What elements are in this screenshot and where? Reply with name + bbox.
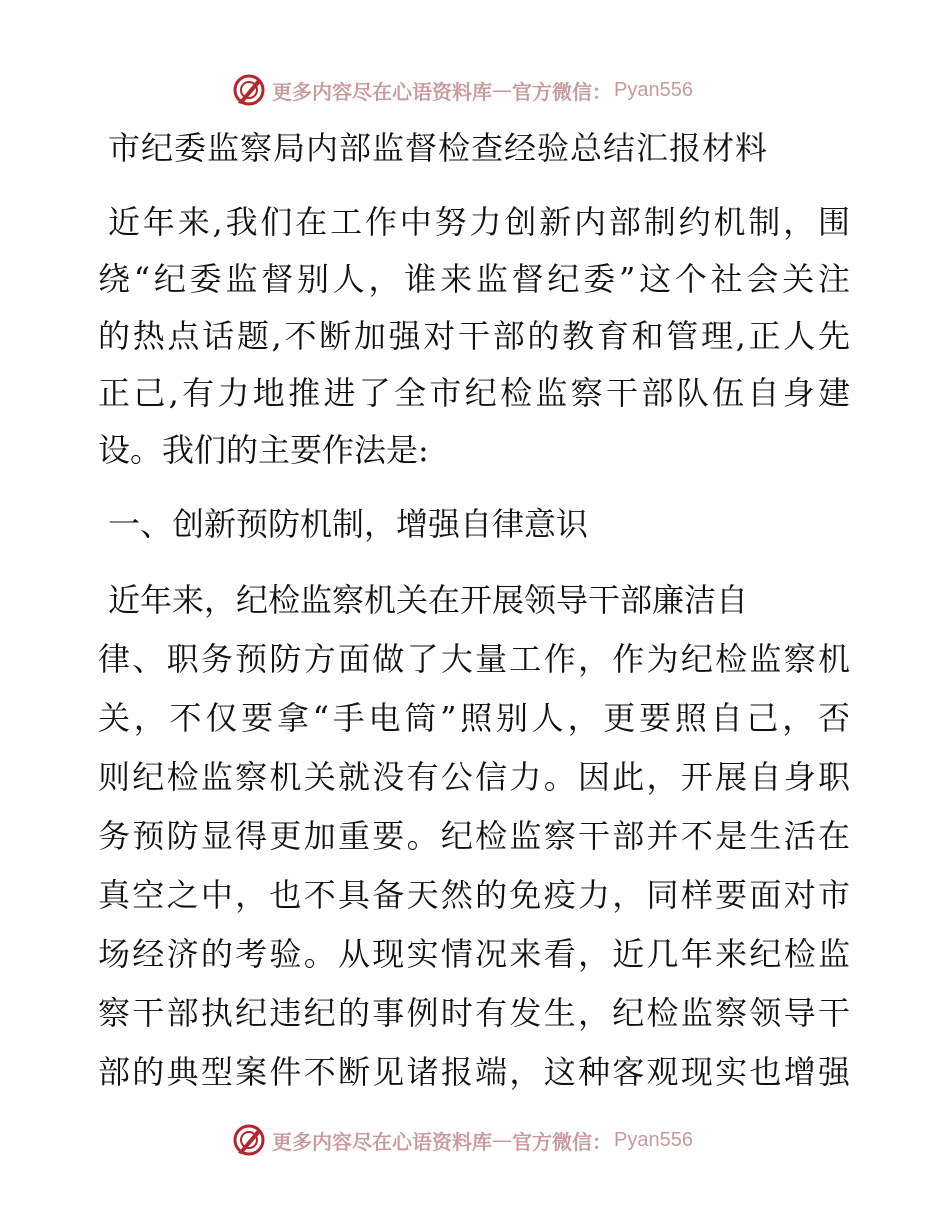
paragraph2-line-5: 务预防显得更加重要。纪检监察干部并不是生活在 <box>98 817 850 855</box>
banner-wechat-label: 官方微信： <box>512 1129 612 1154</box>
paragraph2-line-8: 察干部执纪违纪的事例时有发生，纪检监察领导干 <box>98 994 850 1032</box>
paragraph2-line-7: 场经济的考验。从现实情况来看，近几年来纪检监 <box>98 935 850 973</box>
paragraph2-line-2: 律、职务预防方面做了大量工作，作为纪检监察机 <box>98 640 850 678</box>
document-title: 市纪委监察局内部监督检查经验总结汇报材料 <box>108 129 769 167</box>
banner-wechat-account: Pyan556 <box>614 1128 693 1151</box>
section-heading-1: 一、创新预防机制，增强自律意识 <box>108 505 589 543</box>
banner-wechat-account: Pyan556 <box>614 78 693 101</box>
paragraph2-line-9: 部的典型案件不断见诸报端，这种客观现实也增强 <box>98 1053 850 1091</box>
quill-seal-icon <box>232 1123 266 1157</box>
paragraph1-line-4: 正己,有力地推进了全市纪检监察干部队伍自身建 <box>98 374 850 412</box>
banner-brand-text: 更多内容尽在心语资料库 <box>272 79 492 104</box>
paragraph2-line-6: 真空之中，也不具备天然的免疫力，同样要面对市 <box>98 876 850 914</box>
paragraph2-line-3: 关，不仅要拿“手电筒”照别人，更要照自己，否 <box>98 699 850 737</box>
paragraph1-line-3: 的热点话题,不断加强对干部的教育和管理,正人先 <box>98 317 850 355</box>
banner-separator: — <box>492 78 512 102</box>
footer-banner <box>232 1122 693 1158</box>
header-banner <box>232 72 693 108</box>
paragraph2-line-4: 则纪检监察机关就没有公信力。因此，开展自身职 <box>98 758 850 796</box>
paragraph1-line-5: 设。我们的主要作法是: <box>98 431 429 469</box>
quill-seal-icon <box>232 73 266 107</box>
paragraph1-line-2: 绕“纪委监督别人，谁来监督纪委”这个社会关注 <box>98 260 850 298</box>
paragraph2-line-1: 近年来，纪检监察机关在开展领导干部廉洁自 <box>108 581 749 619</box>
paragraph1-line-1: 近年来,我们在工作中努力创新内部制约机制，围 <box>108 203 850 241</box>
banner-brand-text: 更多内容尽在心语资料库 <box>272 1129 492 1154</box>
banner-separator: — <box>492 1128 512 1152</box>
banner-wechat-label: 官方微信： <box>512 79 612 104</box>
